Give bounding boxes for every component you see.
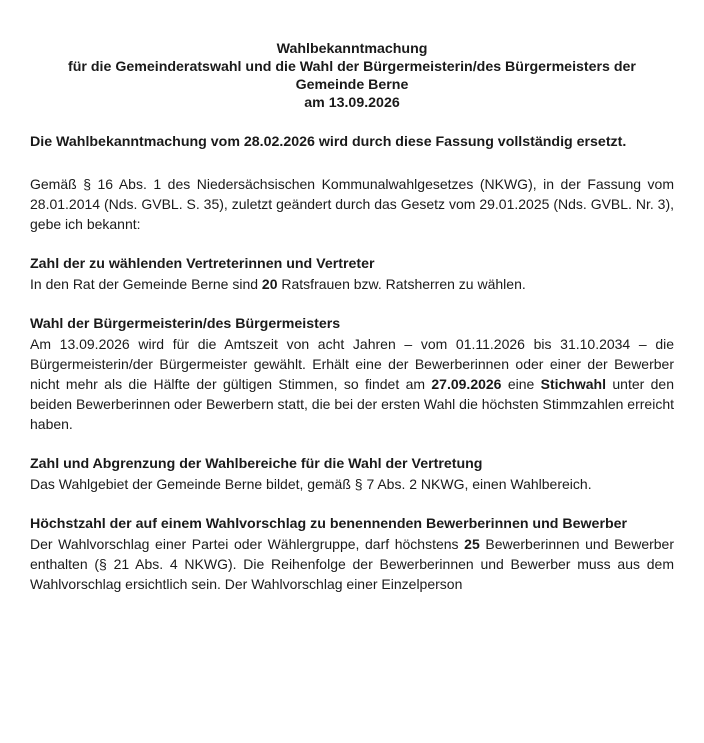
section-heading: Höchstzahl der auf einem Wahlvorschlag zu benennenden Bewerberinnen und Bewerber (30, 516, 628, 532)
title-line-4: am 13.09.2026 (304, 95, 400, 111)
title-line-2: für die Gemeinderatswahl und die Wahl der Bürgermeisterin/des Bürgermeisters der (68, 59, 636, 75)
body-text: Ratsfrauen bzw. Ratsherren zu wählen. (277, 276, 526, 292)
section-body (30, 334, 674, 434)
section-number-of-representatives (30, 254, 674, 294)
body-text: Bewerberinnen und Bewerber enthalten (§ 21 Abs. 4 NKWG). Die Reihenfolge der Bewerberinnen und Bewerber muss aus dem Wahlvorschlag ersichtlich sein. Der Wahlvorschlag einer Einzelperson (30, 536, 675, 592)
section-body: Das Wahlgebiet der Gemeinde Berne bildet, gemäß § 7 Abs. 2 NKWG, einen Wahlbereich. (30, 476, 592, 492)
body-text: Der Wahlvorschlag einer Partei oder Wählergruppe, darf höchstens (30, 536, 465, 552)
section-heading: Zahl der zu wählenden Vertreterinnen und Vertreter (30, 256, 375, 272)
body-text: Am 13.09.2026 wird für die Amtszeit von acht Jahren – vom 01.11.2026 bis 31.10.2034 – die Bürgermeisterin/der Bürgermeister gewählt. Erhält eine der Bewerberinnen oder einer der Bewerber nicht mehr als die Hälfte der gültigen Stimmen, so findet am (30, 336, 674, 392)
seat-count: 20 (261, 276, 278, 292)
section-body (30, 534, 674, 594)
candidate-limit: 25 (464, 536, 480, 552)
body-text: unter den beiden Bewerberinnen oder Bewerbern statt, die bei der ersten Wahl die höchsten Stimmzahlen erreicht haben. (30, 376, 674, 432)
document-title (30, 40, 674, 112)
runoff-term: Stichwahl (540, 376, 607, 392)
body-text: In den Rat der Gemeinde Berne sind (30, 276, 262, 292)
body-text: eine (501, 376, 541, 392)
title-line-3: Gemeinde Berne (295, 77, 409, 93)
section-mayor-election (30, 314, 674, 434)
intro-paragraph: Gemäß § 16 Abs. 1 des Niedersächsischen Kommunalwahlgesetzes (NKWG), in der Fassung vom 28.01.2014 (Nds. GVBL. S. 35), zuletzt geändert durch das Gesetz vom 29.01.2025 (Nds. GVBL. Nr. 3), gebe ich bekannt: (30, 176, 674, 232)
runoff-date: 27.09.2026 (431, 376, 502, 392)
section-heading: Wahl der Bürgermeisterin/des Bürgermeisters (30, 316, 341, 332)
section-heading: Zahl und Abgrenzung der Wahlbereiche für die Wahl der Vertretung (30, 456, 483, 472)
section-body (30, 274, 674, 294)
section-max-candidates (30, 514, 674, 594)
replacement-notice: Die Wahlbekanntmachung vom 28.02.2026 wird durch diese Fassung vollständig ersetzt. (30, 134, 627, 150)
section-electoral-districts (30, 454, 674, 494)
title-line-1: Wahlbekanntmachung (276, 41, 428, 57)
document-page (30, 40, 674, 594)
